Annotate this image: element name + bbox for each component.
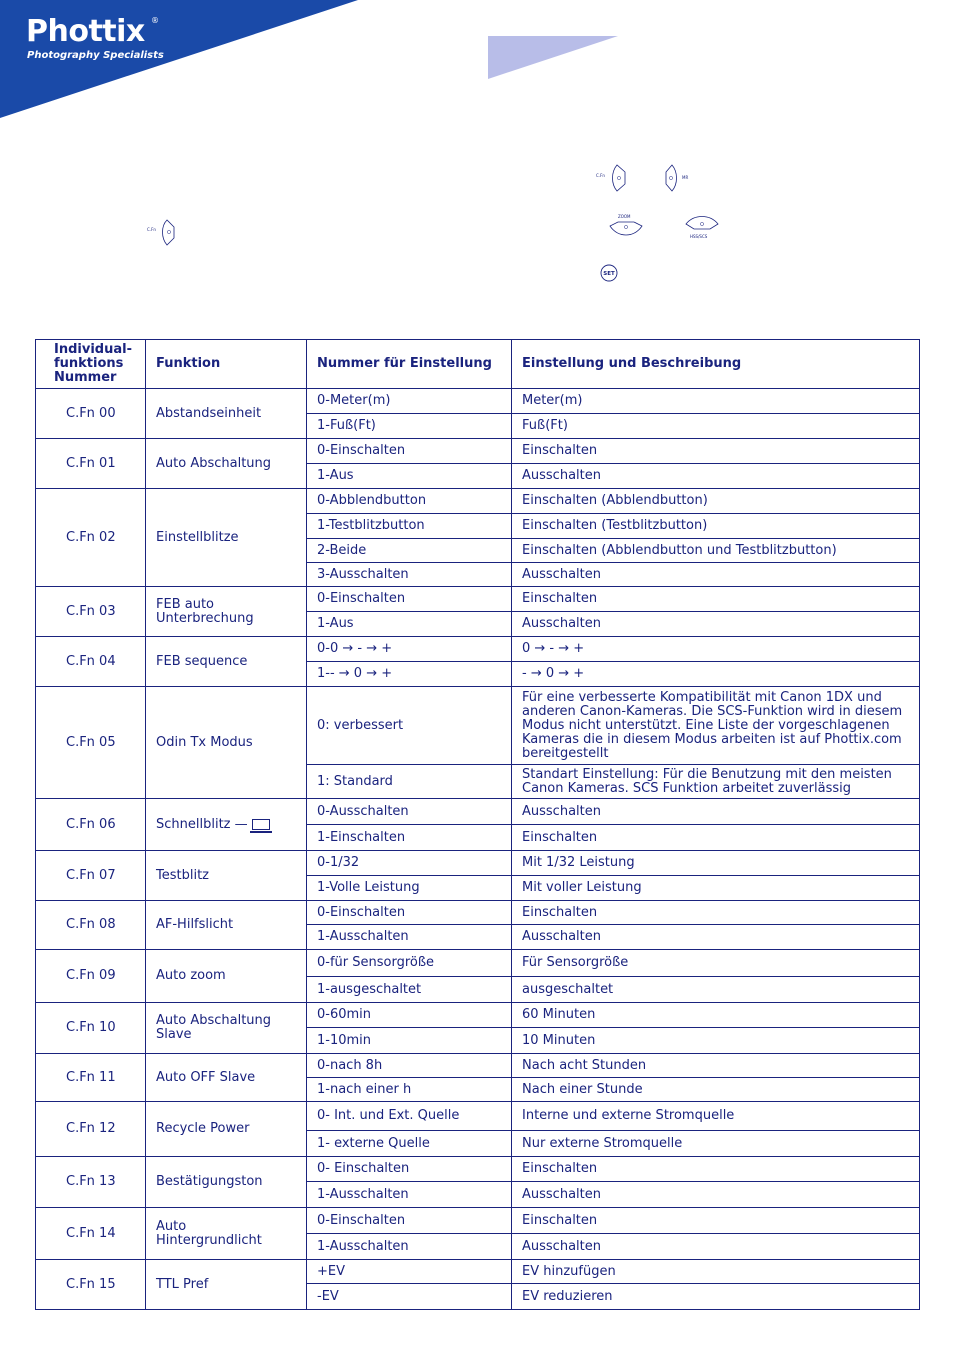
setting-number-cell: +EV: [307, 1260, 512, 1284]
setting-number-cell: 1: Standard: [307, 765, 512, 799]
function-id-cell: C.Fn 09: [36, 950, 146, 1003]
brand-logo: Phottix: [26, 14, 145, 49]
set-label: SET: [603, 271, 615, 277]
setting-description-cell: Standart Einstellung: Für die Benutzung mit den meisten Canon Kameras. SCS Funktion arbeitet zuverlässig: [512, 765, 920, 799]
setting-description-cell: EV reduzieren: [512, 1284, 920, 1310]
function-name-cell: [146, 1102, 307, 1157]
cfn-button-icon: [594, 163, 630, 195]
setting-number-cell: 0- Int. und Ext. Quelle: [307, 1102, 512, 1131]
hss-scs-button-icon: [682, 212, 722, 242]
setting-description-cell: EV hinzufügen: [512, 1260, 920, 1284]
function-id-cell: C.Fn 01: [36, 439, 146, 489]
function-name: Einstellblitze: [156, 529, 239, 545]
function-name: Odin Tx Modus: [156, 734, 253, 750]
table-header-row: [36, 340, 920, 389]
setting-description-cell: Einschalten: [512, 901, 920, 925]
setting-description-cell: Mit 1/32 Leistung: [512, 851, 920, 876]
function-name-cell: [146, 901, 307, 950]
setting-description-cell: Ausschalten: [512, 1234, 920, 1260]
function-name-cell: [146, 950, 307, 1003]
function-name: Abstandseinheit: [156, 405, 262, 421]
table-row: [36, 637, 920, 662]
setting-number-cell: 1- externe Quelle: [307, 1131, 512, 1157]
table-row: [36, 1102, 920, 1131]
quickflash-icon: [252, 819, 270, 830]
function-id-cell: C.Fn 13: [36, 1157, 146, 1208]
setting-description-cell: Ausschalten: [512, 1182, 920, 1208]
setting-number-cell: 1-Aus: [307, 464, 512, 489]
setting-description-cell: Einschalten: [512, 1208, 920, 1234]
setting-description-cell: Einschalten (Testblitzbutton): [512, 514, 920, 539]
header-function: Funktion: [146, 340, 307, 389]
function-name: Testblitz: [156, 867, 209, 883]
setting-number-cell: 0-Abblendbutton: [307, 489, 512, 514]
function-name: Schnellblitz —: [156, 816, 248, 832]
function-name-cell: [146, 687, 307, 799]
function-id-cell: C.Fn 00: [36, 389, 146, 439]
brand-tagline: Photography Specialists: [27, 50, 164, 61]
setting-description-cell: 0 → - → +: [512, 637, 920, 662]
function-name: TTL Pref: [156, 1276, 209, 1292]
mr-label: MR: [682, 175, 689, 180]
zoom-button-icon: [606, 212, 646, 242]
table-row: [36, 950, 920, 977]
function-name: Auto Abschaltung Slave: [156, 1013, 272, 1042]
setting-description-cell: Ausschalten: [512, 925, 920, 950]
setting-description-cell: Nach einer Stunde: [512, 1078, 920, 1102]
table-row: [36, 389, 920, 414]
setting-number-cell: 1-Ausschalten: [307, 1234, 512, 1260]
setting-number-cell: 0-Meter(m): [307, 389, 512, 414]
setting-description-cell: 10 Minuten: [512, 1028, 920, 1054]
function-name-cell: [146, 439, 307, 489]
setting-description-cell: Einschalten: [512, 439, 920, 464]
function-name-cell: [146, 1260, 307, 1310]
setting-number-cell: 0-0 → - → +: [307, 637, 512, 662]
setting-description-cell: Einschalten (Abblendbutton): [512, 489, 920, 514]
setting-description-cell: - → 0 → +: [512, 662, 920, 687]
header-description: Einstellung und Beschreibung: [512, 340, 920, 389]
setting-description-cell: Mit voller Leistung: [512, 876, 920, 901]
setting-number-cell: 1-- → 0 → +: [307, 662, 512, 687]
function-name: Bestätigungston: [156, 1174, 263, 1189]
setting-number-cell: 1-ausgeschaltet: [307, 977, 512, 1003]
setting-number-cell: 0-Ausschalten: [307, 799, 512, 825]
function-name-cell: [146, 1157, 307, 1208]
function-name: FEB sequence: [156, 653, 248, 669]
function-name: Auto OFF Slave: [156, 1069, 256, 1085]
table-row: [36, 799, 920, 825]
setting-description-cell: ausgeschaltet: [512, 977, 920, 1003]
cfn-label-left: C.Fn: [147, 227, 156, 232]
setting-number-cell: 1-Einschalten: [307, 825, 512, 851]
function-name: Auto Abschaltung: [156, 455, 272, 471]
table-row: [36, 439, 920, 464]
setting-number-cell: 0-60min: [307, 1003, 512, 1028]
setting-description-cell: Meter(m): [512, 389, 920, 414]
function-name-cell: [146, 1054, 307, 1102]
setting-number-cell: 1-Fuß(Ft): [307, 414, 512, 439]
function-id-cell: C.Fn 12: [36, 1102, 146, 1157]
setting-number-cell: 1-10min: [307, 1028, 512, 1054]
set-button-icon: [598, 262, 622, 284]
setting-number-cell: 0-für Sensorgröße: [307, 950, 512, 977]
function-name: FEB auto Unterbrechung: [156, 596, 254, 626]
function-id-cell: C.Fn 04: [36, 637, 146, 687]
mr-button-icon: [660, 163, 696, 195]
function-id-cell: C.Fn 06: [36, 799, 146, 851]
setting-number-cell: 0- Einschalten: [307, 1157, 512, 1182]
setting-number-cell: 1-nach einer h: [307, 1078, 512, 1102]
function-id-cell: C.Fn 08: [36, 901, 146, 950]
setting-description-cell: Einschalten: [512, 1157, 920, 1182]
table-row: [36, 901, 920, 925]
setting-number-cell: 0-Einschalten: [307, 587, 512, 612]
function-name-cell: [146, 587, 307, 637]
setting-description-cell: Ausschalten: [512, 799, 920, 825]
setting-description-cell: Ausschalten: [512, 464, 920, 489]
function-id-cell: C.Fn 02: [36, 489, 146, 587]
setting-number-cell: -EV: [307, 1284, 512, 1310]
function-id-cell: C.Fn 10: [36, 1003, 146, 1054]
setting-description-cell: Einschalten (Abblendbutton und Testblitzbutton): [512, 539, 920, 563]
function-name-cell: [146, 1003, 307, 1054]
setting-number-cell: 0-Einschalten: [307, 439, 512, 464]
cfn-label: C.Fn: [596, 173, 605, 178]
function-name: Auto zoom: [156, 968, 226, 983]
function-name: AF-Hilfslicht: [156, 917, 234, 932]
function-name-cell: [146, 389, 307, 439]
table-row: [36, 851, 920, 876]
function-id-cell: C.Fn 14: [36, 1208, 146, 1260]
setting-description-cell: Ausschalten: [512, 612, 920, 637]
hss-scs-label: HSS/SCS: [690, 234, 708, 239]
setting-description-cell: Fuß(Ft): [512, 414, 920, 439]
setting-number-cell: 1-Testblitzbutton: [307, 514, 512, 539]
function-id-cell: C.Fn 15: [36, 1260, 146, 1310]
function-name: Recycle Power: [156, 1121, 250, 1136]
table-row: [36, 687, 920, 765]
setting-number-cell: 0-1/32: [307, 851, 512, 876]
function-id-cell: C.Fn 07: [36, 851, 146, 901]
function-name-cell: [146, 799, 307, 851]
setting-description-cell: Einschalten: [512, 587, 920, 612]
setting-description-cell: Für eine verbesserte Kompatibilität mit Canon 1DX und anderen Canon-Kameras. Die SCS-Funktion wird in diesem Modus nicht unterstützt. Eine Liste der vorgeschlagenen Kameras die in diesem Modus arbeiten ist auf Phottix.com bereitgestellt: [512, 687, 920, 765]
function-id-cell: C.Fn 03: [36, 587, 146, 637]
function-name-cell: [146, 637, 307, 687]
setting-number-cell: 0-Einschalten: [307, 1208, 512, 1234]
header-function-number: Individual-funktions Nummer: [36, 340, 146, 389]
setting-number-cell: 1-Ausschalten: [307, 925, 512, 950]
header-setting-number: Nummer für Einstellung: [307, 340, 512, 389]
table-row: [36, 1208, 920, 1234]
function-name-cell: [146, 851, 307, 901]
setting-number-cell: 1-Ausschalten: [307, 1182, 512, 1208]
setting-number-cell: 0: verbessert: [307, 687, 512, 765]
setting-description-cell: Einschalten: [512, 825, 920, 851]
custom-function-table: [35, 339, 920, 1310]
table-row: [36, 1157, 920, 1182]
cfn-button-left-icon: [145, 218, 179, 248]
table-row: [36, 1054, 920, 1078]
function-name-cell: [146, 1208, 307, 1260]
setting-description-cell: Nur externe Stromquelle: [512, 1131, 920, 1157]
setting-description-cell: Nach acht Stunden: [512, 1054, 920, 1078]
accent-triangle: [488, 36, 618, 79]
function-id-cell: C.Fn 05: [36, 687, 146, 799]
setting-description-cell: 60 Minuten: [512, 1003, 920, 1028]
function-name: Auto Hintergrundlicht: [156, 1218, 262, 1248]
zoom-label: ZOOM: [618, 214, 631, 219]
registered-mark: ®: [151, 16, 159, 25]
table-body: [36, 389, 920, 1310]
function-name-cell: [146, 489, 307, 587]
setting-number-cell: 1-Aus: [307, 612, 512, 637]
table-row: [36, 1260, 920, 1284]
setting-number-cell: 3-Ausschalten: [307, 563, 512, 587]
table-row: [36, 489, 920, 514]
setting-number-cell: 0-Einschalten: [307, 901, 512, 925]
setting-number-cell: 1-Volle Leistung: [307, 876, 512, 901]
setting-number-cell: 2-Beide: [307, 539, 512, 563]
setting-description-cell: Für Sensorgröße: [512, 950, 920, 977]
table-row: [36, 1003, 920, 1028]
function-id-cell: C.Fn 11: [36, 1054, 146, 1102]
table-row: [36, 587, 920, 612]
setting-number-cell: 0-nach 8h: [307, 1054, 512, 1078]
setting-description-cell: Interne und externe Stromquelle: [512, 1102, 920, 1131]
setting-description-cell: Ausschalten: [512, 563, 920, 587]
